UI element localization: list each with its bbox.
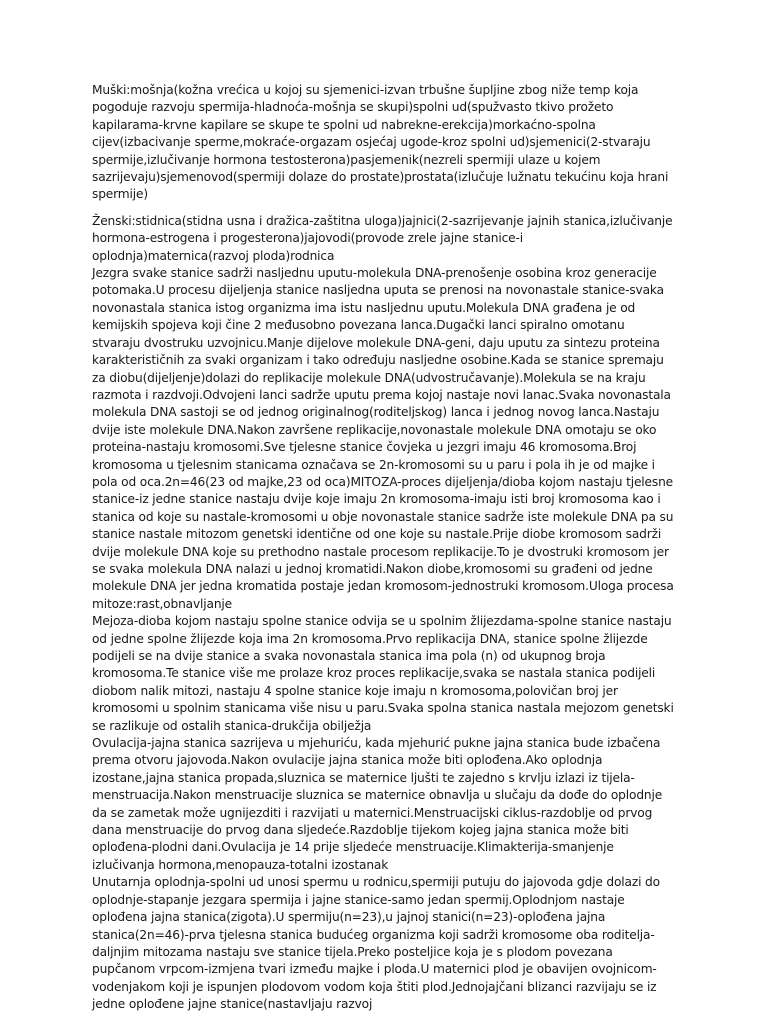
- paragraph-ovulation: Ovulacija-jajna stanica sazrijeva u mjehuriću, kada mjehurić pukne jajna stanica bude izbačena prema otvoru jajovoda.Nakon ovulacije jajna stanica može biti oplođena.Ako oplodnja izostane,jajna stanica propada,sluznica se maternice ljušti te zajedno s krvlju izlazi iz tijela-menstruacija.Nakon menstruacije sluznica se maternice obnavlja u slučaju da dođe do oplodnje da se zametak može ugnijezditi i razvijati u maternici.Menstruacijski ciklus-razdoblje od prvog dana menstruacije do prvog dana sljedeće.Razdoblje tijekom kojeg jajna stanica može biti oplođena-plodni dani.Ovulacija je 14 prije sljedeće menstruacije.Klimakterija-smanjenje izlučivanja hormona,menopauza-totalni izostanak: [92, 736, 663, 872]
- paragraph-meiosis: Mejoza-dioba kojom nastaju spolne stanice odvija se u spolnim žlijezdama-spolne stanice nastaju od jedne spolne žlijezde koja ima 2n kromosoma.Prvo replikacija DNA, stanice spolne žlijezde podijeli se na dvije stanice a svaka novonastala stanica ima pola (n) od ukupnog broja kromosoma.Te stanice više me prolaze kroz proces replikacije,svaka se nastala stanica podijeli diobom nalik mitozi, nastaju 4 spolne stanice koje imaju n kromosoma,polovičan broj jer kromosomi u spolnim stanicama više nisu u paru.Svaka spolna stanica nastala mejozom genetski se razlikuje od ostalih stanica-drukčija obilježja: [92, 614, 674, 733]
- paragraph-female-reproductive-system: Ženski:stidnica(stidna usna i dražica-zaštitna uloga)jajnici(2-sazrijevanje jajnih stanica,izlučivanje hormona-estrogena i progesterona)jajovodi(provode zrele jajne stanice-i oplodnja)maternica(razvoj ploda)rodnica: [92, 213, 673, 263]
- paragraph-male-reproductive-system: Muški:mošnja(kožna vrećica u kojoj su sjemenici-izvan trbušne šupljine zbog niže temp koja pogoduje razvoju spermija-hladnoća-mošnja se skupi)spolni ud(spužvasto tkivo prožeto kapilarama-krvne kapilare se skupe te spolni ud nabrekne-erekcija)morkaćno-spolna cijev(izbacivanje sperme,mokraće-orgazam osjećaj ugode-kroz spolni ud)sjemenici(2-stvaraju spermije,izlučivanje hormona testosterona)pasjemenik(nezreli spermiji ulaze u kojem sazrijevaju)sjemenovod(spermiji dolaze do prostate)prostata(izlučuje lužnatu tekućinu koja hrani spermije): [92, 83, 669, 202]
- paragraph-fertilization: Unutarnja oplodnja-spolni ud unosi spermu u rodnicu,spermiji putuju do jajovoda gdje dolazi do oplodnje-stapanje jezgara spermija i jajne stanice-samo jedan spermij.Oplodnjom nastaje oplođena jajna stanica(zigota).U spermiju(n=23),u jajnoj stanici(n=23)-oplođena jajna stanica(2n=46)-prva tjelesna stanica budućeg organizma koji sadrži kromosome oba roditelja-daljnjim mitozama nastaju sve stanice tijela.Preko posteljice koja je s plodom povezana pupčanom vrpcom-izmjena tvari između majke i ploda.U maternici plod je obavijen ovojnicom-vodenjakom koji je ispunjen plodovom vodom koja štiti plod.Jednojajčani blizanci razvijaju se iz jedne oplođene jajne stanice(nastavljaju razvoj: [92, 875, 660, 1012]
- document-body: [92, 82, 674, 1014]
- paragraph-dna-mitosis: Jezgra svake stanice sadrži nasljednu uputu-molekula DNA-prenošenje osobina kroz generacije potomaka.U procesu dijeljenja stanice nasljedna uputa se prenosi na novonastale stanice-svaka novonastala stanica istog organizma ima istu nasljednu uputu.Molekula DNA građena je od kemijskih spojeva koji čine 2 međusobno povezana lanca.Dugački lanci spiralno omotanu stvaraju dvostruku uzvojnicu.Manje dijelove molekule DNA-geni, daju uputu za sintezu proteina karakterističnih za svaki organizam i tako određuju nasljedne osobine.Kada se stanice spremaju za diobu(dijeljenje)dolazi do replikacije molekule DNA(udvostručavanje).Molekula se na kraju razmota i razdvoji.Odvojeni lanci sadrže uputu prema kojoj nastaje novi lanac.Svaka novonastala molekula DNA sastoji se od jednog originalnog(roditeljskog) lanca i jednog novog lanca.Nastaju dvije iste molekule DNA.Nakon završene replikacije,novonastale molekule DNA omotaju se oko proteina-nastaju kromosomi.Sve tjelesne stanice čovjeka u jezgri imaju 46 kromosoma.Broj kromosoma u tjelesnim stanicama označava se 2n-kromosomi su u paru i pola ih je od majke i pola od oca.2n=46(23 od majke,23 od oca)MITOZA-proces dijeljenja/dioba kojom nastaju tjelesne stanice-iz jedne stanice nastaju dvije koje imaju 2n kromosoma-imaju isti broj kromosoma kao i stanica od koje su nastale-kromosomi u obje novonastale stanice sadrže iste molekule DNA pa su stanice nastale mitozom genetski identične od one koje su nastale.Prije diobe kromosom sadrži dvije molekule DNA koje su prethodno nastale procesom replikacije.To je dvostruki kromosom jer se svaka molekula DNA nalazi u jednoj kromatidi.Nakon diobe,kromosomi su građeni od jedne molekule DNA jer jedna kromatida postaje jedan kromosom-jednostruki kromosom.Uloga procesa mitoze:rast,obnavljanje: [92, 266, 674, 611]
